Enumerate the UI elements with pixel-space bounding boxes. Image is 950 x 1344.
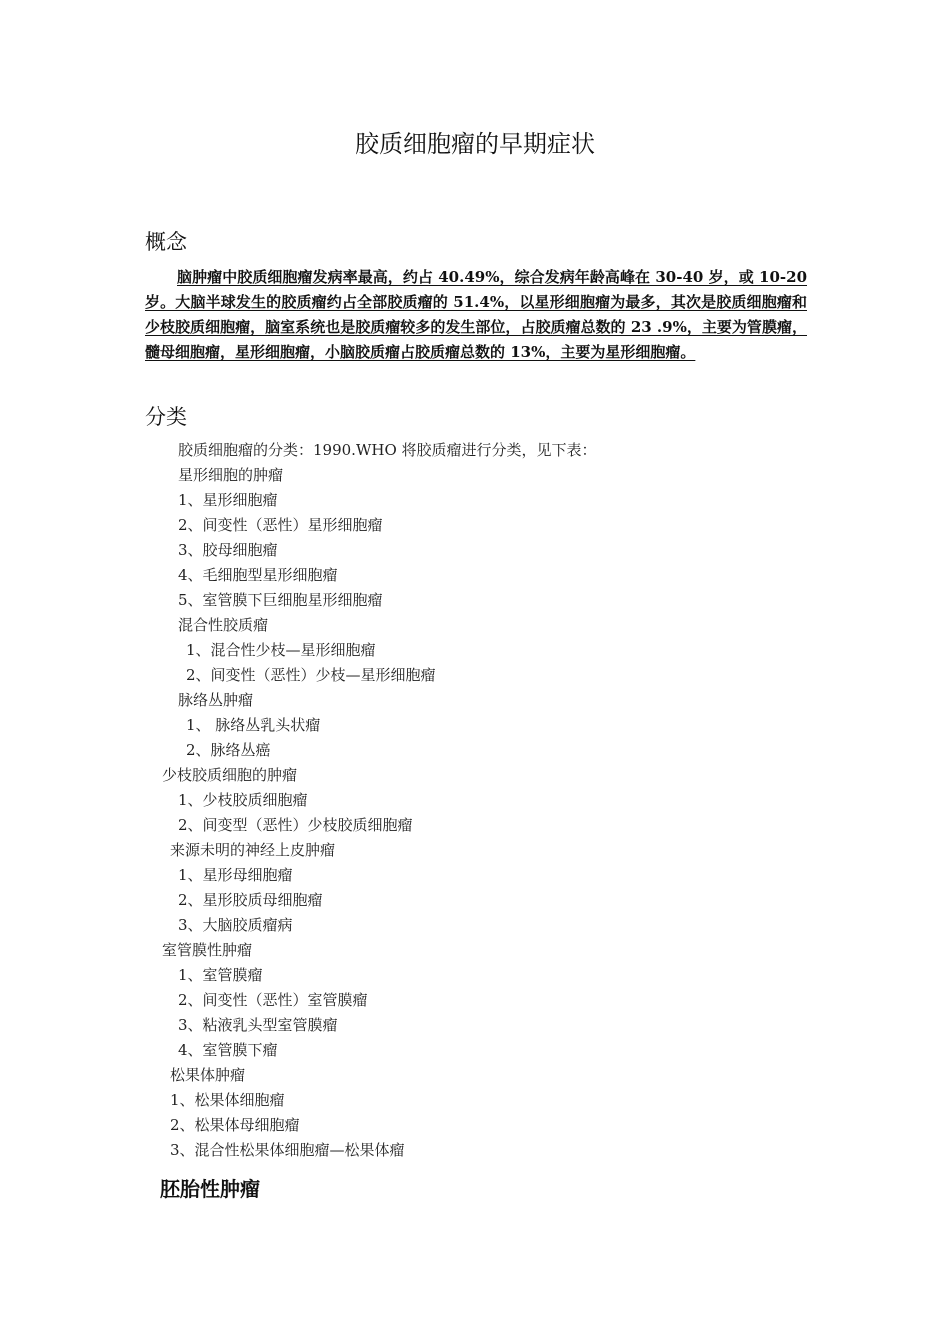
- list-item: 星形细胞的肿瘤: [178, 466, 284, 484]
- list-item: 3、粘液乳头型室管膜瘤: [178, 1016, 338, 1034]
- page-title: 胶质细胞瘤的早期症状: [355, 130, 595, 158]
- list-item: 1、室管膜瘤: [178, 966, 263, 984]
- list-item: 3、混合性松果体细胞瘤—松果体瘤: [170, 1141, 405, 1159]
- list-item: 少枝胶质细胞的肿瘤: [162, 766, 298, 784]
- section-heading-concept: 概念: [145, 230, 187, 254]
- list-item: 2、间变性（恶性）少枝—星形细胞瘤: [186, 666, 436, 684]
- section-heading-classification: 分类: [145, 405, 187, 429]
- list-item: 1、松果体细胞瘤: [170, 1091, 285, 1109]
- list-item: 2、间变型（恶性）少枝胶质细胞瘤: [178, 816, 413, 834]
- list-item: 2、星形胶质母细胞瘤: [178, 891, 323, 909]
- list-item: 混合性胶质瘤: [178, 616, 269, 634]
- list-item: 脉络丛肿瘤: [178, 691, 254, 709]
- list-item: 1、混合性少枝—星形细胞瘤: [186, 641, 376, 659]
- list-item: 松果体肿瘤: [170, 1066, 246, 1084]
- concept-paragraph: [145, 265, 807, 365]
- concept-paragraph-text: 脑肿瘤中胶质细胞瘤发病率最高，约占 40.49%，综合发病年龄高峰在 30-40 岁，或 10-20 岁。大脑半球发生的胶质瘤约占全部胶质瘤的 51.4%，以星形细胞瘤为最多，其次是胶质细胞瘤和少枝胶质细胞瘤，脑室系统也是胶质瘤较多的发生部位，占胶质瘤总数的 23 .9%，主要为管膜瘤，髓母细胞瘤，星形细胞瘤，小脑胶质瘤占胶质瘤总数的 13%，主要为星形细胞瘤。: [145, 268, 807, 361]
- list-item: 1、星形母细胞瘤: [178, 866, 293, 884]
- list-item: 1、 脉络丛乳头状瘤: [186, 716, 321, 734]
- list-item: 5、室管膜下巨细胞星形细胞瘤: [178, 591, 383, 609]
- list-item: 2、间变性（恶性）室管膜瘤: [178, 991, 368, 1009]
- list-item: 3、胶母细胞瘤: [178, 541, 278, 559]
- list-item: 2、间变性（恶性）星形细胞瘤: [178, 516, 383, 534]
- list-item: 室管膜性肿瘤: [162, 941, 253, 959]
- list-item: 4、毛细胞型星形细胞瘤: [178, 566, 338, 584]
- section-heading-embryonal: 胚胎性肿瘤: [160, 1177, 260, 1201]
- list-item: 2、脉络丛癌: [186, 741, 271, 759]
- list-item: 4、室管膜下瘤: [178, 1041, 278, 1059]
- list-item: 3、大脑胶质瘤病: [178, 916, 293, 934]
- list-item: 胶质细胞瘤的分类：1990.WHO 将胶质瘤进行分类，见下表：: [178, 441, 597, 459]
- list-item: 1、星形细胞瘤: [178, 491, 278, 509]
- list-item: 1、少枝胶质细胞瘤: [178, 791, 308, 809]
- list-item: 来源未明的神经上皮肿瘤: [170, 841, 336, 859]
- list-item: 2、松果体母细胞瘤: [170, 1116, 300, 1134]
